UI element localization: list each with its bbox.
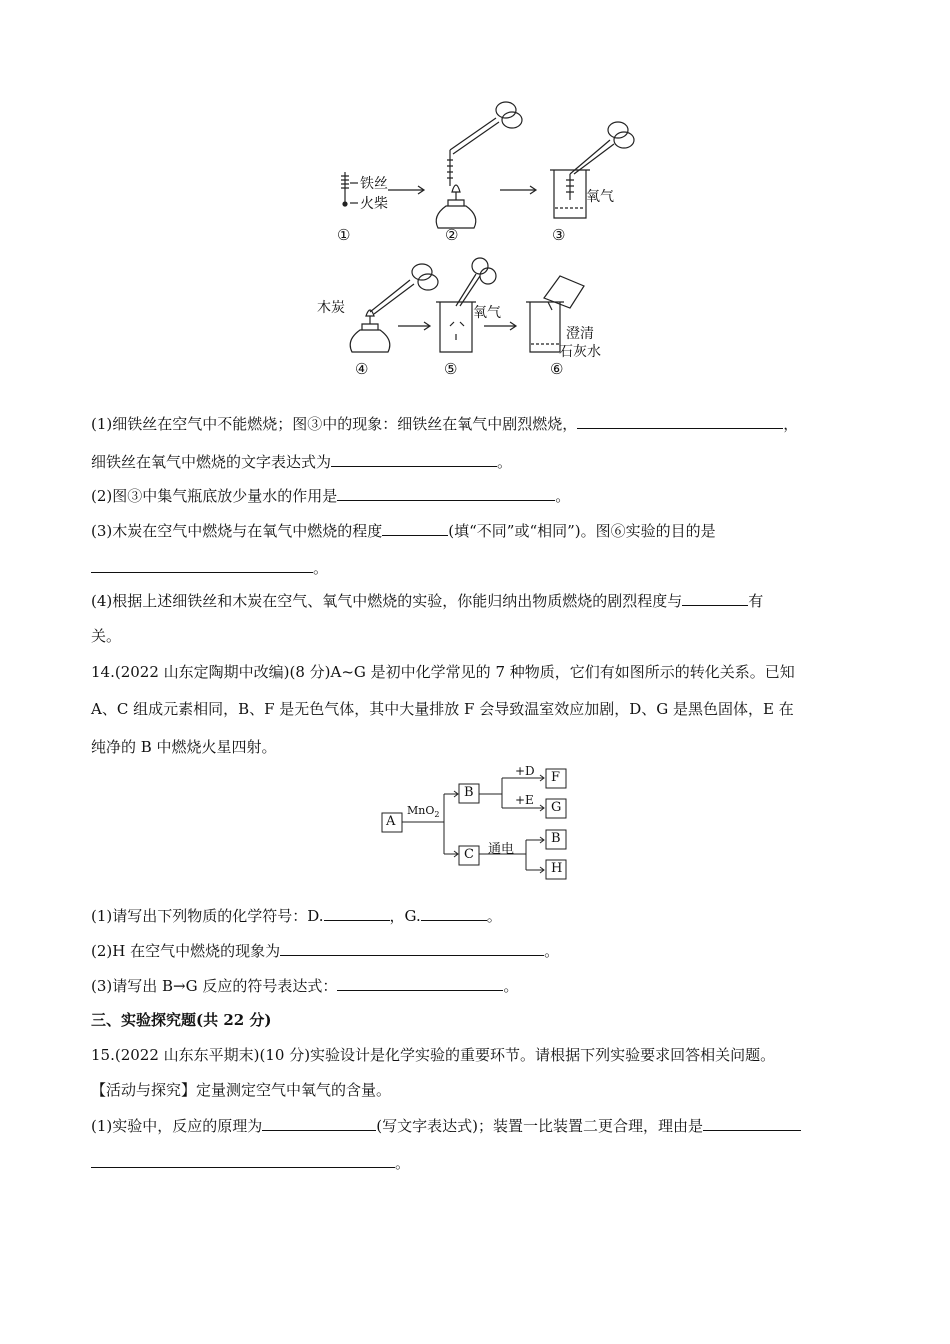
arrow-1-2 <box>388 186 424 194</box>
q14-intro-line3: 纯净的 B 中燃烧火星四射。 <box>91 738 277 756</box>
arrow-2-3 <box>500 186 536 194</box>
q14-intro-line2: A、C 组成元素相同，B、F 是无色气体，其中大量排放 F 会导致温室效应加剧，D、G 是黑色固体，E 在 <box>91 700 794 718</box>
label-oxygen-a: 氧气 <box>586 189 614 205</box>
q13-blank-1[interactable] <box>577 413 783 429</box>
label-step-6: ⑥ <box>550 360 564 378</box>
label-limewater: 石灰水 <box>559 344 601 360</box>
label-clear: 澄清 <box>566 326 594 342</box>
node-g: G <box>551 800 562 815</box>
label-match: 火柴 <box>360 196 388 212</box>
q14-conversion-diagram <box>380 762 580 884</box>
q13-part1-line2: 细铁丝在氧气中燃烧的文字表达式为 。 <box>91 453 513 471</box>
q15-activity: 【活动与探究】定量测定空气中氧气的含量。 <box>91 1081 392 1099</box>
q13-part3-line2: 。 <box>91 557 328 578</box>
label-mno2: MnO$_2$ <box>407 804 440 820</box>
label-oxygen-b: 氧气 <box>473 305 501 321</box>
q13-part2: (2)图③中集气瓶底放少量水的作用是 。 <box>91 487 571 505</box>
section-3-title: 三、实验探究题(共 22 分) <box>91 1011 272 1029</box>
label-step-3: ③ <box>552 226 566 244</box>
label-step-1: ① <box>337 226 351 244</box>
label-plus-d: +D <box>515 764 535 778</box>
label-step-2: ② <box>445 226 459 244</box>
q13-blank-6[interactable] <box>682 590 748 606</box>
alcohol-lamp-charcoal <box>350 264 438 352</box>
q14-part3: (3)请写出 B→G 反应的符号表达式： 。 <box>91 977 519 995</box>
q15-blank-1[interactable] <box>262 1115 376 1131</box>
q15-blank-2[interactable] <box>703 1115 801 1131</box>
q14-blank-bg[interactable] <box>337 975 503 991</box>
q14-intro-line1: 14.(2022 山东定陶期中改编)(8 分)A~G 是初中化学常见的 7 种物质，它们有如图所示的转化关系。已知 <box>91 663 795 681</box>
q14-blank-d[interactable] <box>324 905 390 921</box>
node-h: H <box>551 861 563 876</box>
node-f: F <box>551 770 561 785</box>
q14-part1: (1)请写出下列物质的化学符号：D. ，G. 。 <box>91 907 502 925</box>
node-b-second: B <box>551 831 561 846</box>
q15-part1-line2: 。 <box>91 1152 410 1173</box>
label-electrolysis: 通电 <box>488 842 515 857</box>
alcohol-lamp-with-tongs <box>436 102 522 228</box>
arrow-4-5 <box>398 322 430 330</box>
label-step-4: ④ <box>355 360 369 378</box>
q15-part1-line1: (1)实验中，反应的原理为 (写文字表达式)；装置一比装置二更合理，理由是 <box>91 1115 801 1136</box>
q13-part1-line1: (1)细铁丝在空气中不能燃烧；图③中的现象：细铁丝在氧气中剧烈燃烧， ， <box>91 415 799 433</box>
q13-blank-2[interactable] <box>331 451 497 467</box>
label-iron-wire: 铁丝 <box>360 176 388 192</box>
label-plus-e: +E <box>515 793 534 807</box>
label-step-5: ⑤ <box>444 360 458 378</box>
iron-wire-with-match <box>341 172 358 206</box>
q13-blank-3[interactable] <box>337 485 555 501</box>
q14-part2: (2)H 在空气中燃烧的现象为 。 <box>91 942 560 960</box>
node-a: A <box>386 814 396 829</box>
label-charcoal: 木炭 <box>317 300 345 316</box>
q15-intro: 15.(2022 山东东平期末)(10 分)实验设计是化学实验的重要环节。请根据下列实验要求回答相关问题。 <box>91 1046 776 1064</box>
arrow-5-6 <box>484 322 516 330</box>
q13-blank-5[interactable] <box>91 557 313 573</box>
node-c: C <box>464 847 474 862</box>
q13-blank-4[interactable] <box>382 520 448 536</box>
q14-blank-g[interactable] <box>421 905 487 921</box>
q13-part3-line1: (3)木炭在空气中燃烧与在氧气中燃烧的程度 (填“不同”或“相同”)。图⑥实验的目的是 <box>91 522 716 540</box>
q13-part4-line1: (4)根据上述细铁丝和木炭在空气、氧气中燃烧的实验，你能归纳出物质燃烧的剧烈程度与 有 <box>91 592 764 610</box>
q13-part4-line2: 关。 <box>91 627 122 645</box>
q14-blank-h[interactable] <box>280 940 544 956</box>
node-b: B <box>464 785 474 800</box>
q15-blank-3[interactable] <box>91 1152 395 1168</box>
